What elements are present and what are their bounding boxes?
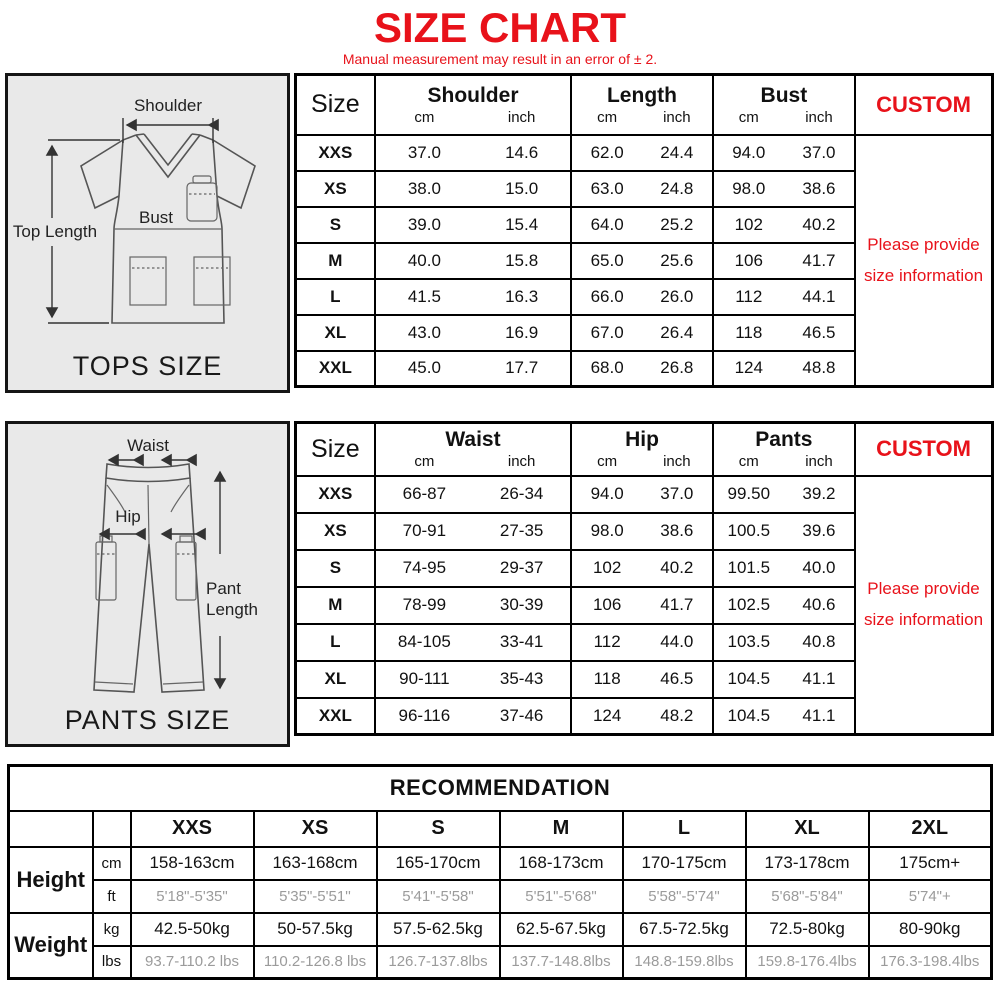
unit-label: cm bbox=[597, 453, 618, 471]
measurement-pair bbox=[714, 558, 854, 578]
inch-value: 40.2 bbox=[802, 214, 836, 234]
recommendation-title-row bbox=[9, 766, 992, 811]
measurement-cell bbox=[375, 243, 572, 279]
pant-length-label: Pant bbox=[206, 579, 241, 599]
cm-value: 94.0 bbox=[732, 142, 766, 162]
rec-size-header: M bbox=[500, 811, 623, 847]
custom-note-cell bbox=[855, 135, 992, 387]
measurement-cell bbox=[713, 624, 855, 661]
measurement-pair bbox=[376, 595, 571, 615]
cm-value: 74-95 bbox=[402, 558, 447, 578]
rec-value-cell: 5'74"+ bbox=[869, 880, 992, 913]
inch-value: 35-43 bbox=[499, 669, 544, 689]
group-label: Length bbox=[606, 83, 677, 107]
tops-shoulder-header bbox=[375, 75, 572, 135]
measurement-cell bbox=[375, 624, 572, 661]
inch-value: 39.6 bbox=[802, 521, 836, 541]
rec-size-header: S bbox=[377, 811, 500, 847]
rec-unit-label: ft bbox=[93, 880, 131, 913]
group-label: Pants bbox=[755, 428, 813, 452]
measurement-cell bbox=[713, 315, 855, 351]
rec-value-cell: 93.7-110.2 lbs bbox=[131, 946, 254, 979]
rec-value-cell: 42.5-50kg bbox=[131, 913, 254, 946]
cm-value: 38.0 bbox=[407, 178, 441, 198]
measurement-pair bbox=[572, 323, 711, 343]
measurement-cell bbox=[571, 661, 712, 698]
measurement-cell bbox=[571, 550, 712, 587]
pants-table-row bbox=[296, 476, 993, 513]
inch-value: 15.4 bbox=[505, 214, 539, 234]
inch-value: 24.4 bbox=[660, 142, 694, 162]
measurement-pair bbox=[572, 521, 711, 541]
measurement-pair bbox=[376, 358, 571, 378]
tops-length-header bbox=[571, 75, 712, 135]
measurement-pair bbox=[714, 287, 854, 307]
measurement-cell bbox=[571, 135, 712, 171]
rec-value-cell: 173-178cm bbox=[746, 847, 869, 880]
recommendation-row bbox=[9, 946, 992, 979]
tops-caption: TOPS SIZE bbox=[72, 351, 223, 382]
unit-label: cm bbox=[738, 108, 759, 126]
measurement-cell bbox=[713, 279, 855, 315]
rec-value-cell: 126.7-137.8lbs bbox=[377, 946, 500, 979]
rec-value-cell: 57.5-62.5kg bbox=[377, 913, 500, 946]
cm-value: 64.0 bbox=[590, 214, 624, 234]
cm-value: 66.0 bbox=[590, 286, 624, 306]
pants-table-header-row bbox=[296, 423, 993, 476]
cm-value: 118 bbox=[735, 322, 763, 342]
rec-value-cell: 5'51"-5'68" bbox=[500, 880, 623, 913]
cm-value: 101.5 bbox=[727, 558, 771, 578]
cm-value: 90-111 bbox=[399, 669, 450, 689]
unit-label: cm bbox=[738, 453, 759, 471]
inch-value: 15.0 bbox=[505, 178, 539, 198]
rec-value-cell: 62.5-67.5kg bbox=[500, 913, 623, 946]
cm-value: 41.5 bbox=[407, 286, 441, 306]
cm-value: 63.0 bbox=[590, 178, 624, 198]
measurement-cell bbox=[375, 279, 572, 315]
measurement-pair bbox=[376, 179, 571, 199]
unit-label: inch bbox=[663, 108, 691, 126]
measurement-pair bbox=[376, 215, 571, 235]
measurement-pair bbox=[714, 143, 854, 163]
size-cell: M bbox=[296, 243, 375, 279]
measurement-cell bbox=[375, 207, 572, 243]
measurement-cell bbox=[713, 243, 855, 279]
cm-value: 102 bbox=[734, 214, 763, 234]
measurement-pair bbox=[714, 358, 854, 378]
cm-value: 70-91 bbox=[402, 521, 447, 541]
rec-value-cell: 67.5-72.5kg bbox=[623, 913, 746, 946]
custom-note-line: Please provide bbox=[867, 234, 980, 254]
inch-value: 24.8 bbox=[660, 178, 694, 198]
group-label: Bust bbox=[760, 83, 808, 107]
pants-size-table bbox=[294, 421, 994, 736]
recommendation-row bbox=[9, 880, 992, 913]
measurement-pair bbox=[714, 251, 854, 271]
cm-value: 37.0 bbox=[407, 142, 441, 162]
tops-section bbox=[0, 73, 1000, 393]
size-cell: M bbox=[296, 587, 375, 624]
tops-diagram-box bbox=[5, 73, 290, 393]
inch-value: 37.0 bbox=[802, 142, 836, 162]
measurement-cell bbox=[713, 351, 855, 387]
size-cell: XXL bbox=[296, 351, 375, 387]
inch-value: 17.7 bbox=[505, 358, 539, 378]
inch-value: 16.9 bbox=[505, 322, 539, 342]
rec-unit-label: lbs bbox=[93, 946, 131, 979]
measurement-cell bbox=[375, 476, 572, 513]
inch-value: 46.5 bbox=[660, 669, 694, 689]
pants-diagram-box bbox=[5, 421, 290, 747]
inch-value: 14.6 bbox=[505, 142, 539, 162]
pants-waist-header bbox=[375, 423, 572, 476]
measurement-cell bbox=[375, 513, 572, 550]
inch-value: 40.2 bbox=[660, 558, 694, 578]
measurement-cell bbox=[375, 661, 572, 698]
measurement-pair bbox=[572, 558, 711, 578]
tops-table-header-row bbox=[296, 75, 993, 135]
recommendation-row bbox=[9, 847, 992, 880]
empty-cell bbox=[93, 811, 131, 847]
recommendation-row bbox=[9, 913, 992, 946]
inch-value: 41.7 bbox=[802, 250, 836, 270]
rec-value-cell: 5'35"-5'51'' bbox=[254, 880, 377, 913]
cm-value: 106 bbox=[592, 595, 622, 615]
rec-value-cell: 158-163cm bbox=[131, 847, 254, 880]
hip-label: Hip bbox=[115, 507, 141, 527]
measurement-pair bbox=[572, 706, 711, 726]
measurement-pair bbox=[714, 215, 854, 235]
rec-value-cell: 5'68"-5'84" bbox=[746, 880, 869, 913]
page-subtitle: Manual measurement may result in an error of ± 2. bbox=[342, 51, 658, 68]
custom-note-line: size information bbox=[864, 265, 984, 285]
cm-value: 96-116 bbox=[398, 705, 451, 725]
rec-value-cell: 80-90kg bbox=[869, 913, 992, 946]
size-cell: XXL bbox=[296, 698, 375, 735]
rec-value-cell: 50-57.5kg bbox=[254, 913, 377, 946]
measurement-pair bbox=[572, 632, 711, 652]
measurement-cell bbox=[713, 698, 855, 735]
pants-custom-header: CUSTOM bbox=[855, 423, 992, 476]
unit-label: inch bbox=[805, 108, 833, 126]
inch-value: 25.2 bbox=[660, 214, 694, 234]
cm-value: 68.0 bbox=[590, 358, 624, 378]
measurement-pair bbox=[572, 179, 711, 199]
pants-size-header: Size bbox=[296, 423, 375, 476]
measurement-pair bbox=[376, 669, 571, 689]
rec-unit-label: cm bbox=[93, 847, 131, 880]
inch-value: 38.6 bbox=[660, 521, 694, 541]
unit-label: inch bbox=[805, 453, 833, 471]
cm-value: 94.0 bbox=[590, 484, 624, 504]
cm-value: 112 bbox=[593, 632, 621, 652]
pant-length-label: Length bbox=[206, 600, 258, 620]
inch-value: 38.6 bbox=[802, 178, 836, 198]
custom-note-line: size information bbox=[864, 610, 984, 630]
measurement-pair bbox=[714, 179, 854, 199]
custom-note-line: Please provide bbox=[867, 579, 980, 599]
rec-value-cell: 163-168cm bbox=[254, 847, 377, 880]
rec-value-cell: 5'18"-5'35" bbox=[131, 880, 254, 913]
measurement-cell bbox=[713, 171, 855, 207]
measurement-cell bbox=[571, 243, 712, 279]
rec-row-label: Weight bbox=[9, 913, 93, 979]
rec-value-cell: 165-170cm bbox=[377, 847, 500, 880]
inch-value: 44.0 bbox=[660, 632, 694, 652]
measurement-pair bbox=[572, 215, 711, 235]
tops-custom-header: CUSTOM bbox=[855, 75, 992, 135]
size-cell: XS bbox=[296, 171, 375, 207]
measurement-pair bbox=[376, 484, 571, 504]
rec-value-cell: 176.3-198.4lbs bbox=[869, 946, 992, 979]
size-cell: XXS bbox=[296, 135, 375, 171]
cm-value: 98.0 bbox=[732, 178, 766, 198]
rec-value-cell: 137.7-148.8lbs bbox=[500, 946, 623, 979]
cm-value: 112 bbox=[735, 286, 763, 306]
inch-value: 16.3 bbox=[505, 286, 539, 306]
cm-value: 124 bbox=[592, 705, 622, 725]
rec-value-cell: 110.2-126.8 lbs bbox=[254, 946, 377, 979]
rec-unit-label: kg bbox=[93, 913, 131, 946]
measurement-cell bbox=[375, 135, 572, 171]
unit-label: cm bbox=[414, 453, 435, 471]
size-cell: L bbox=[296, 279, 375, 315]
cm-value: 67.0 bbox=[590, 322, 624, 342]
size-cell: XXS bbox=[296, 476, 375, 513]
cm-value: 102.5 bbox=[727, 595, 771, 615]
tops-size-header: Size bbox=[296, 75, 375, 135]
size-cell: XL bbox=[296, 315, 375, 351]
measurement-cell bbox=[571, 279, 712, 315]
custom-note-cell bbox=[855, 476, 992, 735]
measurement-cell bbox=[571, 315, 712, 351]
measurement-pair bbox=[376, 521, 571, 541]
measurement-cell bbox=[571, 207, 712, 243]
inch-value: 15.8 bbox=[505, 250, 539, 270]
inch-value: 37-46 bbox=[499, 705, 544, 725]
rec-value-cell: 159.8-176.4lbs bbox=[746, 946, 869, 979]
empty-cell bbox=[9, 811, 93, 847]
tops-size-table bbox=[294, 73, 994, 388]
unit-label: inch bbox=[507, 108, 536, 126]
cm-value: 84-105 bbox=[397, 632, 451, 652]
rec-size-header: XS bbox=[254, 811, 377, 847]
measurement-pair bbox=[376, 323, 571, 343]
measurement-pair bbox=[714, 706, 854, 726]
inch-value: 41.1 bbox=[802, 669, 836, 689]
measurement-cell bbox=[713, 476, 855, 513]
cm-value: 106 bbox=[734, 250, 763, 270]
unit-label: inch bbox=[507, 453, 536, 471]
inch-value: 41.1 bbox=[802, 705, 836, 725]
cm-value: 99.50 bbox=[727, 484, 771, 504]
cm-value: 40.0 bbox=[407, 250, 441, 270]
measurement-cell bbox=[713, 135, 855, 171]
measurement-pair bbox=[714, 632, 854, 652]
measurement-cell bbox=[375, 698, 572, 735]
bust-label: Bust bbox=[138, 208, 174, 228]
measurement-pair bbox=[714, 595, 854, 615]
shoulder-label: Shoulder bbox=[133, 96, 203, 116]
tops-bust-header bbox=[713, 75, 855, 135]
inch-value: 26.8 bbox=[660, 358, 694, 378]
measurement-pair bbox=[572, 251, 711, 271]
rec-row-label: Height bbox=[9, 847, 93, 913]
measurement-cell bbox=[713, 207, 855, 243]
measurement-pair bbox=[376, 251, 571, 271]
measurement-pair bbox=[572, 669, 711, 689]
inch-value: 33-41 bbox=[499, 632, 544, 652]
measurement-pair bbox=[376, 287, 571, 307]
measurement-cell bbox=[571, 351, 712, 387]
rec-size-header: 2XL bbox=[869, 811, 992, 847]
pants-pantslen-header bbox=[713, 423, 855, 476]
measurement-cell bbox=[571, 476, 712, 513]
rec-value-cell: 168-173cm bbox=[500, 847, 623, 880]
inch-value: 37.0 bbox=[660, 484, 694, 504]
pants-hip-header bbox=[571, 423, 712, 476]
inch-value: 39.2 bbox=[802, 484, 836, 504]
top-length-label: Top Length bbox=[12, 222, 98, 242]
measurement-pair bbox=[714, 484, 854, 504]
inch-value: 27-35 bbox=[499, 521, 544, 541]
measurement-cell bbox=[571, 587, 712, 624]
measurement-pair bbox=[376, 706, 571, 726]
measurement-cell bbox=[713, 513, 855, 550]
scrub-top-diagram-icon bbox=[8, 76, 287, 351]
rec-value-cell: 5'41"-5'58" bbox=[377, 880, 500, 913]
rec-value-cell: 5'58"-5'74" bbox=[623, 880, 746, 913]
tops-table-row bbox=[296, 135, 993, 171]
group-label: Hip bbox=[625, 428, 659, 452]
inch-value: 26-34 bbox=[499, 484, 544, 504]
inch-value: 48.8 bbox=[802, 358, 836, 378]
inch-value: 26.0 bbox=[660, 286, 694, 306]
cm-value: 104.5 bbox=[727, 705, 771, 725]
measurement-pair bbox=[376, 632, 571, 652]
unit-label: inch bbox=[663, 453, 691, 471]
pants-section bbox=[0, 421, 1000, 747]
cm-value: 62.0 bbox=[590, 142, 624, 162]
cm-value: 43.0 bbox=[407, 322, 441, 342]
rec-value-cell: 170-175cm bbox=[623, 847, 746, 880]
measurement-cell bbox=[713, 587, 855, 624]
measurement-cell bbox=[571, 698, 712, 735]
inch-value: 26.4 bbox=[660, 322, 694, 342]
size-cell: XS bbox=[296, 513, 375, 550]
rec-size-header: XXS bbox=[131, 811, 254, 847]
measurement-pair bbox=[376, 143, 571, 163]
measurement-cell bbox=[375, 550, 572, 587]
rec-size-header: L bbox=[623, 811, 746, 847]
size-cell: L bbox=[296, 624, 375, 661]
cm-value: 39.0 bbox=[407, 214, 441, 234]
inch-value: 29-37 bbox=[499, 558, 544, 578]
measurement-cell bbox=[375, 351, 572, 387]
pants-diagram-icon bbox=[8, 424, 287, 704]
measurement-cell bbox=[375, 171, 572, 207]
cm-value: 124 bbox=[734, 358, 763, 378]
inch-value: 44.1 bbox=[802, 286, 836, 306]
measurement-cell bbox=[713, 550, 855, 587]
cm-value: 65.0 bbox=[590, 250, 624, 270]
inch-value: 40.0 bbox=[802, 558, 836, 578]
measurement-pair bbox=[572, 143, 711, 163]
inch-value: 40.8 bbox=[802, 632, 836, 652]
recommendation-sizes-row bbox=[9, 811, 992, 847]
waist-label: Waist bbox=[127, 436, 169, 456]
measurement-pair bbox=[572, 484, 711, 504]
measurement-cell bbox=[571, 624, 712, 661]
rec-size-header: XL bbox=[746, 811, 869, 847]
inch-value: 30-39 bbox=[499, 595, 544, 615]
unit-label: cm bbox=[597, 108, 618, 126]
group-label: Waist bbox=[445, 428, 501, 452]
cm-value: 102 bbox=[592, 558, 622, 578]
measurement-pair bbox=[572, 595, 711, 615]
inch-value: 40.6 bbox=[802, 595, 836, 615]
measurement-pair bbox=[376, 558, 571, 578]
measurement-cell bbox=[375, 315, 572, 351]
measurement-pair bbox=[714, 521, 854, 541]
inch-value: 25.6 bbox=[660, 250, 694, 270]
size-cell: S bbox=[296, 207, 375, 243]
cm-value: 118 bbox=[593, 669, 621, 689]
rec-value-cell: 148.8-159.8lbs bbox=[623, 946, 746, 979]
measurement-pair bbox=[714, 669, 854, 689]
inch-value: 41.7 bbox=[660, 595, 694, 615]
cm-value: 98.0 bbox=[590, 521, 624, 541]
measurement-pair bbox=[572, 287, 711, 307]
measurement-cell bbox=[713, 661, 855, 698]
rec-value-cell: 175cm+ bbox=[869, 847, 992, 880]
page-title: SIZE CHART bbox=[374, 4, 626, 51]
pants-caption: PANTS SIZE bbox=[64, 705, 231, 736]
recommendation-table bbox=[7, 764, 993, 980]
inch-value: 48.2 bbox=[660, 705, 694, 725]
inch-value: 46.5 bbox=[802, 322, 836, 342]
size-cell: XL bbox=[296, 661, 375, 698]
measurement-cell bbox=[571, 171, 712, 207]
cm-value: 78-99 bbox=[402, 595, 447, 615]
cm-value: 104.5 bbox=[727, 669, 771, 689]
measurement-cell bbox=[571, 513, 712, 550]
unit-label: cm bbox=[414, 108, 435, 126]
cm-value: 103.5 bbox=[727, 632, 771, 652]
rec-value-cell: 72.5-80kg bbox=[746, 913, 869, 946]
recommendation-title: RECOMMENDATION bbox=[9, 766, 992, 811]
cm-value: 45.0 bbox=[407, 358, 441, 378]
measurement-pair bbox=[572, 358, 711, 378]
measurement-pair bbox=[714, 323, 854, 343]
size-cell: S bbox=[296, 550, 375, 587]
group-label: Shoulder bbox=[427, 83, 519, 107]
cm-value: 66-87 bbox=[402, 484, 447, 504]
measurement-cell bbox=[375, 587, 572, 624]
cm-value: 100.5 bbox=[727, 521, 771, 541]
